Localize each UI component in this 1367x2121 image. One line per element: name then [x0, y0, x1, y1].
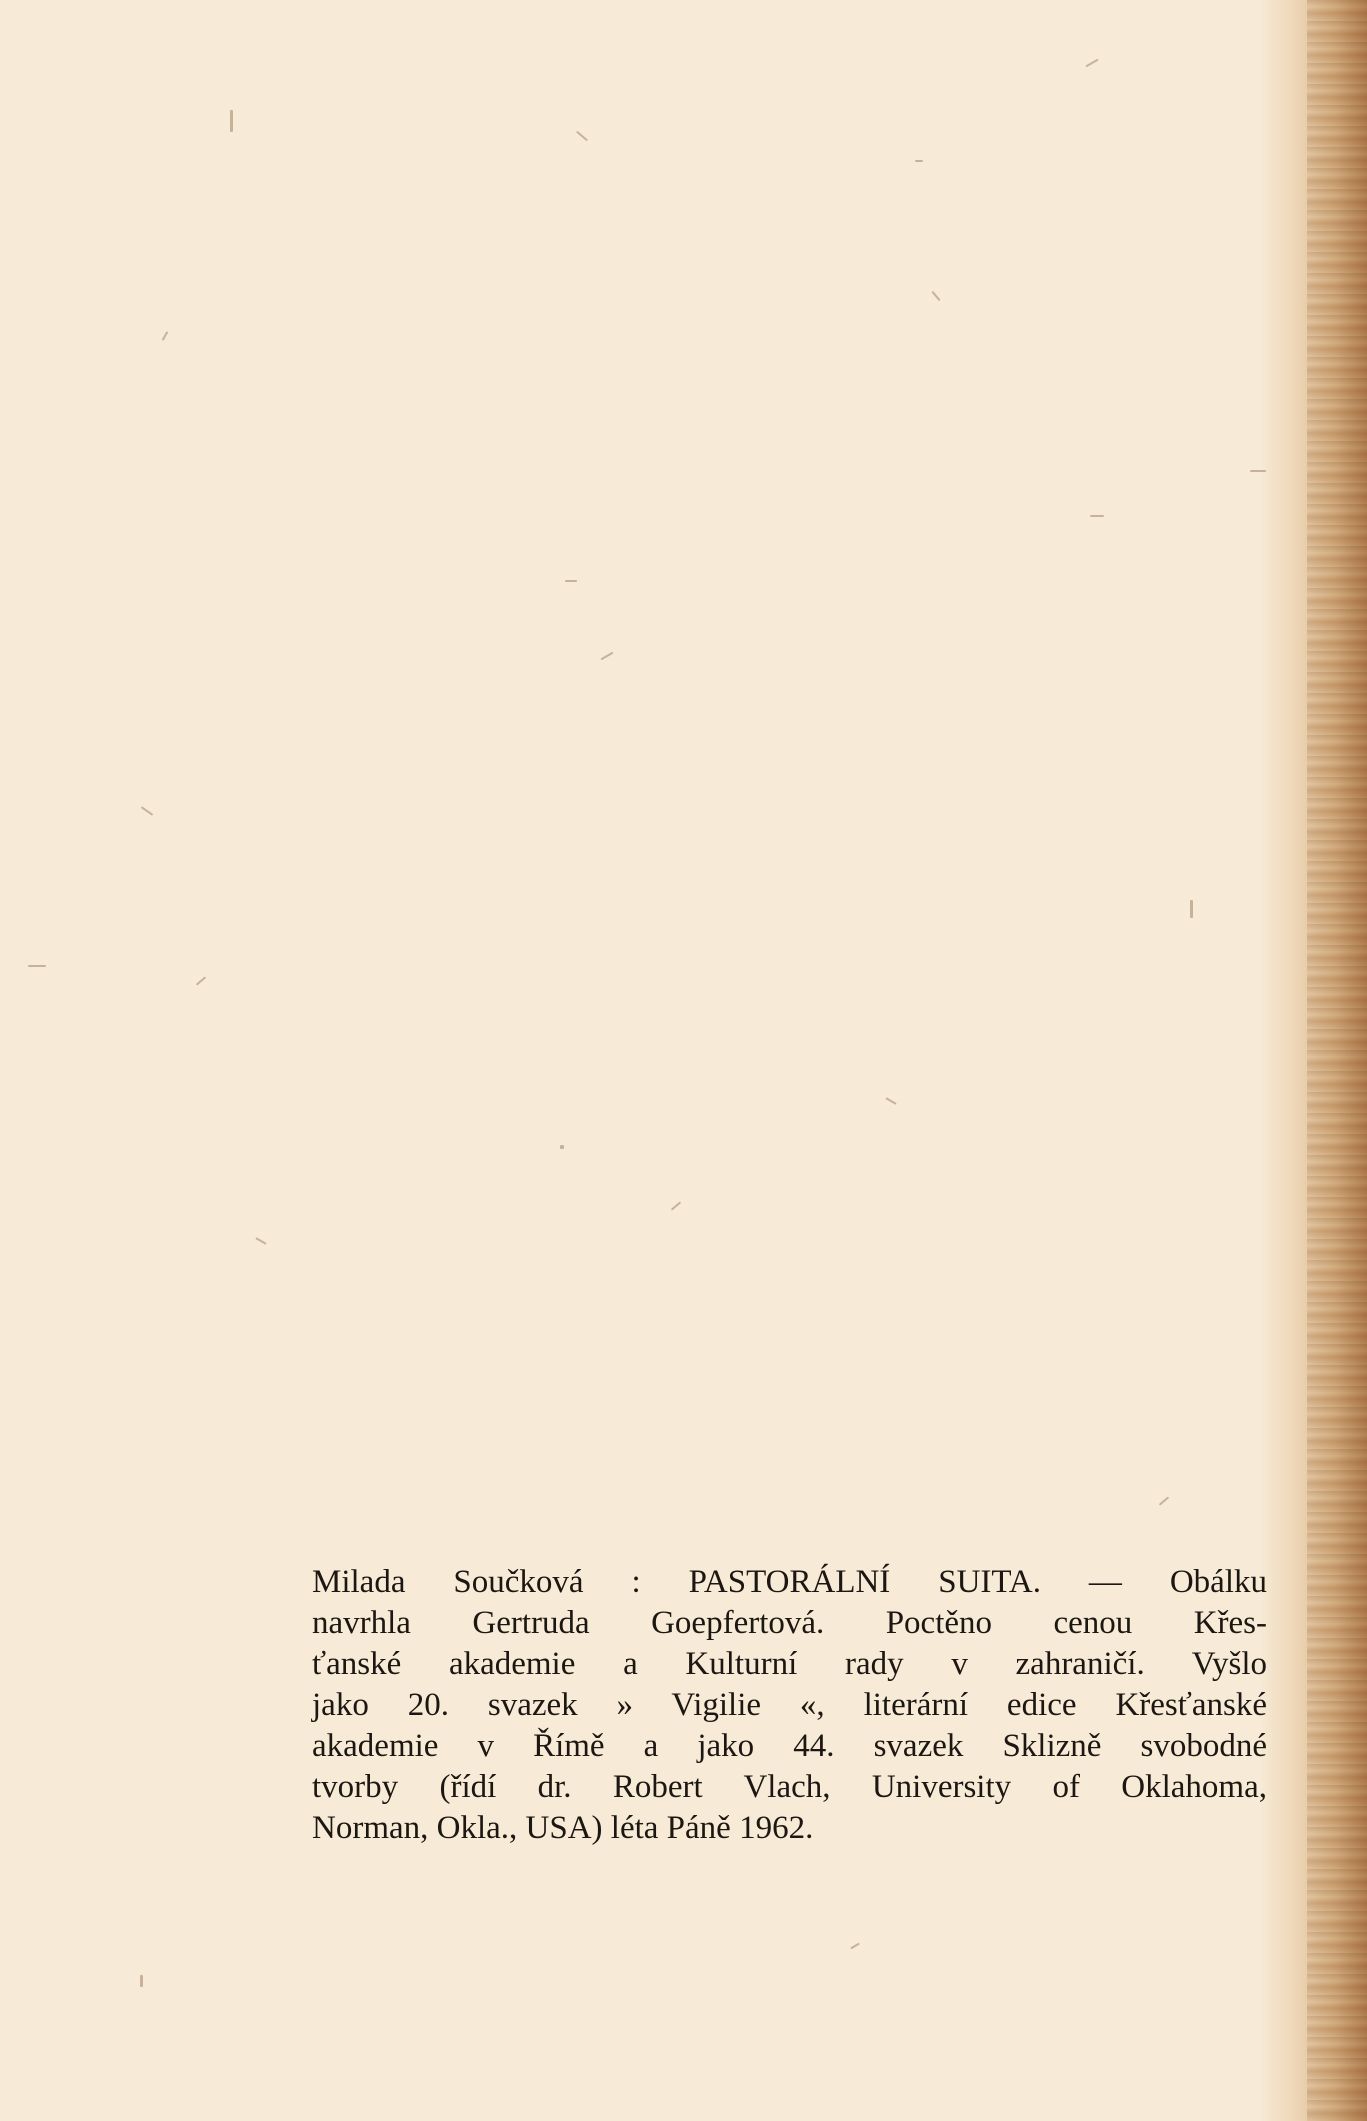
- paper-speck: [671, 1201, 681, 1210]
- paper-speck: [565, 580, 577, 582]
- colophon-text: [312, 1562, 1267, 1849]
- paper-speck: [1090, 515, 1104, 517]
- paper-speck: [560, 1145, 564, 1149]
- paper-speck: [931, 291, 940, 301]
- paper-speck: [255, 1237, 266, 1245]
- colophon-line: akademie v Římě a jako 44. svazek Sklizně svobodné: [312, 1728, 1267, 1764]
- page-edge-stain: [1307, 0, 1367, 2121]
- colophon-line: ťanské akademie a Kulturní rady v zahraničí. Vyšlo: [312, 1646, 1267, 1682]
- colophon-line: Milada Součková : PASTORÁLNÍ SUITA. — Obálku: [312, 1564, 1267, 1600]
- paper-speck: [140, 1975, 143, 1987]
- colophon-line: jako 20. svazek » Vigilie «, literární edice Křesťanské: [312, 1687, 1267, 1723]
- paper-speck: [600, 652, 613, 661]
- paper-speck: [1250, 470, 1266, 472]
- paper-speck: [230, 110, 233, 132]
- paper-speck: [1190, 900, 1193, 918]
- paper-speck: [196, 976, 206, 985]
- colophon-line: navrhla Gertruda Goepfertová. Poctěno cenou Křes-: [312, 1605, 1267, 1641]
- paper-speck: [162, 331, 169, 341]
- paper-speck: [1085, 59, 1098, 68]
- paper-speck: [885, 1097, 896, 1105]
- paper-speck: [850, 1943, 860, 1950]
- colophon-line: Norman, Okla., USA) léta Páně 1962.: [312, 1810, 814, 1846]
- paper-speck: [1159, 1496, 1169, 1505]
- paper-speck: [576, 131, 588, 142]
- paper-speck: [915, 160, 923, 162]
- paper-speck: [28, 965, 46, 967]
- paper-speck: [141, 806, 154, 816]
- colophon-line: tvorby (řídí dr. Robert Vlach, University of Oklahoma,: [312, 1769, 1267, 1805]
